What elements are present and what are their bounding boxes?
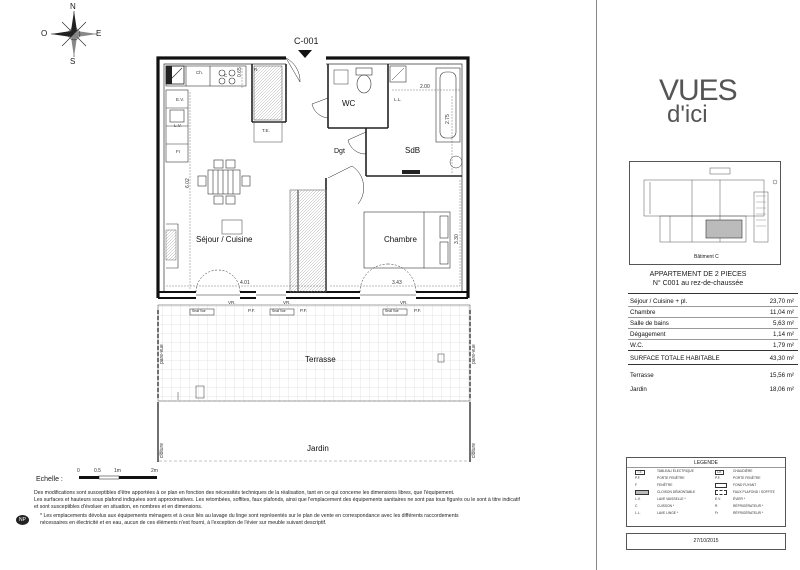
np-badge-label: NP — [19, 517, 26, 523]
room-label-dgt: Dgt — [334, 148, 345, 155]
note-line-3: et sont susceptibles d'évoluer en situation, en nombres et en dimensions. — [34, 504, 203, 511]
room-label-terrasse: Terrasse — [305, 355, 336, 364]
fixture-label-ll: L.L. — [394, 97, 402, 102]
dim-065: 0.65 — [237, 67, 243, 77]
fixture-label-ch: Ch. — [196, 70, 204, 75]
room-label-sejour: Séjour / Cuisine — [196, 235, 253, 244]
surface-row-label: Chambre — [630, 309, 656, 316]
surface-exterior-row — [628, 386, 798, 395]
legend-code: E.V. — [715, 497, 721, 501]
key-plan-label: Bâtiment C — [694, 254, 719, 260]
toilet-icon — [356, 68, 372, 93]
compass-east-label: E — [96, 29, 102, 38]
opening-pf-3: P.F. — [414, 308, 422, 313]
legend-code: P.F. — [635, 476, 641, 480]
opening-vr-1: VR. — [228, 300, 236, 305]
unit-id-label: C-001 — [294, 36, 319, 46]
fixture-label-fr: Fr — [176, 149, 181, 154]
seuil-label-2: Seuil Vue — [272, 309, 286, 313]
seuil-label-1: Seuil Vue — [192, 309, 206, 313]
surface-row-label: Dégagement — [630, 331, 666, 338]
fixture-label-ev: E.V. — [176, 97, 185, 102]
surface-row-label: Terrasse — [630, 372, 654, 379]
surface-row-label: Séjour / Cuisine + pl. — [630, 298, 688, 305]
room-label-wc: WC — [342, 99, 356, 108]
legend-swatch — [715, 490, 727, 495]
surface-total-value: 43,30 m² — [769, 355, 794, 362]
scale-tick-0: 0 — [77, 468, 80, 474]
brand-logo-line2: d'ici — [667, 101, 708, 128]
info-panel — [596, 0, 800, 570]
legend-text: RÉFRIGÉRATEUR * — [733, 511, 764, 515]
legend-code: C — [635, 504, 638, 508]
scale-tick-1m: 1m — [114, 468, 121, 474]
legend-text: CLOISON DÉMONTABLE — [657, 490, 696, 494]
dim-200: 2.00 — [420, 84, 430, 90]
legend-code: Ch. — [717, 470, 723, 474]
key-plan-drawing — [630, 162, 780, 264]
dim-602: 6.02 — [185, 178, 191, 188]
brand-logo — [659, 76, 739, 132]
disclaimer-notes — [34, 491, 594, 526]
legend-code: P.F. — [715, 476, 721, 480]
legend-code: F — [635, 483, 638, 487]
surface-row-value: 1,14 m² — [773, 331, 794, 338]
surface-row-value: 1,79 m² — [773, 342, 794, 349]
surface-row-label: Salle de bains — [630, 320, 669, 327]
surface-row-label: Jardin — [630, 386, 647, 393]
surface-table — [628, 293, 798, 403]
fixture-label-c: C — [224, 73, 228, 78]
scale-label: Echelle : — [36, 476, 63, 483]
surface-row-value: 5,63 m² — [773, 320, 794, 327]
opening-pf-1: P.F. — [248, 308, 256, 313]
surface-row-value: 23,70 m² — [769, 298, 794, 305]
legend-box — [626, 457, 786, 527]
scale-tick-05: 0.5 — [94, 468, 101, 474]
date-box — [626, 533, 786, 550]
legend-text: PORTE FENÊTRE — [733, 476, 761, 480]
apartment-title: APPARTEMENT DE 2 PIECES — [649, 271, 747, 278]
np-badge — [16, 515, 29, 525]
surface-row — [628, 320, 798, 329]
apartment-subtitle: N° C001 au rez-de-chaussée — [652, 280, 744, 287]
room-label-sdb: SdB — [405, 146, 421, 155]
note-line-2: Les surfaces et hauteurs sous plafond indiquées sont approximatives. Les retombées, soffites, faux plafonds, ainsi que l'emplacement des équipements sanitaires ne sont pas tous figurés ou le sont à titre indicatif — [34, 497, 520, 504]
fixture-label-r: R. — [254, 67, 259, 72]
surface-row — [628, 331, 798, 340]
kitchen-counter — [166, 66, 246, 162]
fence-label-pare-vue-left: pare-vue — [159, 344, 165, 364]
surface-row-value: 18,06 m² — [769, 386, 794, 393]
legend-text: ÉVIER * — [733, 497, 746, 501]
compass-south-label: S — [70, 57, 76, 66]
bathtub-icon — [436, 68, 460, 142]
legend-text: LAVE LINGE * — [657, 511, 679, 515]
legend-text: FENÊTRE — [657, 483, 673, 487]
dim-343: 3.43 — [392, 280, 402, 286]
scale-tick-2m: 2m — [151, 468, 158, 474]
legend-text: TABLEAU ÉLECTRIQUE — [657, 469, 694, 473]
dim-330: 3.30 — [454, 234, 460, 244]
compass-north-label: N — [70, 2, 76, 11]
note-line-4: * Les emplacements dévolus aux équipements ménagers et à ceux liés au lavage du linge sont représentés sur le plan de vente en correspondance avec les différents raccordements — [40, 512, 459, 519]
surface-total-label: SURFACE TOTALE HABITABLE — [630, 355, 720, 362]
surface-row — [628, 342, 798, 351]
legend-swatch — [635, 490, 649, 495]
seuil-label-3: Seuil Vue — [385, 309, 399, 313]
fixture-label-lv: L.V. — [174, 123, 182, 128]
legend-code: R — [715, 504, 718, 508]
legend-text: LAVE VAISSELLE * — [657, 497, 686, 501]
legend-code: T.E. — [637, 470, 643, 474]
fence-label-pare-vue-right: pare-vue — [471, 344, 477, 364]
surface-exterior-row — [628, 372, 798, 381]
room-label-jardin: Jardin — [307, 444, 329, 453]
brand-logo-line1: VUES — [659, 74, 737, 107]
key-plan — [629, 161, 781, 265]
legend-title: LEGENDE — [694, 460, 718, 466]
terrace-paving — [158, 305, 470, 401]
compass-west-label: O — [41, 29, 48, 38]
fence-label-cloture-left: clôture — [159, 442, 165, 458]
note-line-5: nécessaires en électricité et en eau, aucun de ces éléments n'est fourni, à l'exception de l'évier sur meuble suivant descriptif. — [40, 519, 327, 526]
opening-vr-3: VR. — [400, 300, 408, 305]
legend-text: CUISSON * — [657, 504, 675, 508]
surface-total-row — [628, 355, 798, 365]
scale-bar — [79, 476, 157, 479]
fence-label-cloture-right: clôture — [471, 442, 477, 458]
note-line-1: Des modifications sont susceptibles d'être apportées à ce plan en fonction des nécessités techniques de la réalisation, tant en ce qui concerne les dimensions libres, que l'équipement. — [34, 490, 455, 496]
surface-row-value: 11,04 m² — [770, 309, 794, 316]
dining-table-icon — [198, 160, 250, 204]
opening-pf-2: P.F. — [300, 308, 308, 313]
surface-row-label: W.C. — [630, 342, 644, 349]
legend-swatch — [715, 483, 727, 488]
room-label-chambre: Chambre — [384, 235, 417, 244]
legend-text: CHAUDIÈRE — [733, 469, 753, 473]
opening-vr-2: VR. — [283, 300, 291, 305]
dim-275: 2.75 — [445, 114, 451, 124]
fixture-label-te: T.E. — [262, 128, 270, 133]
legend-text: FAUX PLAFOND / SOFFITE — [733, 490, 775, 494]
legend-text: FOND FUYANT — [733, 483, 757, 487]
entry-arrow-icon — [298, 50, 312, 58]
dim-401: 4.01 — [240, 280, 250, 286]
legend-text: RÉFRIGÉRATEUR * — [733, 504, 764, 508]
interior-partitions — [252, 64, 462, 292]
legend-code: L.L. — [635, 511, 641, 515]
surface-row-value: 15,56 m² — [769, 372, 794, 379]
legend-text: PORTE FENÊTRE — [657, 476, 685, 480]
surface-row — [628, 298, 798, 307]
legend-code: L.V. — [635, 497, 641, 501]
plan-date: 27/10/2015 — [693, 538, 719, 544]
surface-row — [628, 309, 798, 318]
legend-code: Fr — [715, 511, 719, 515]
